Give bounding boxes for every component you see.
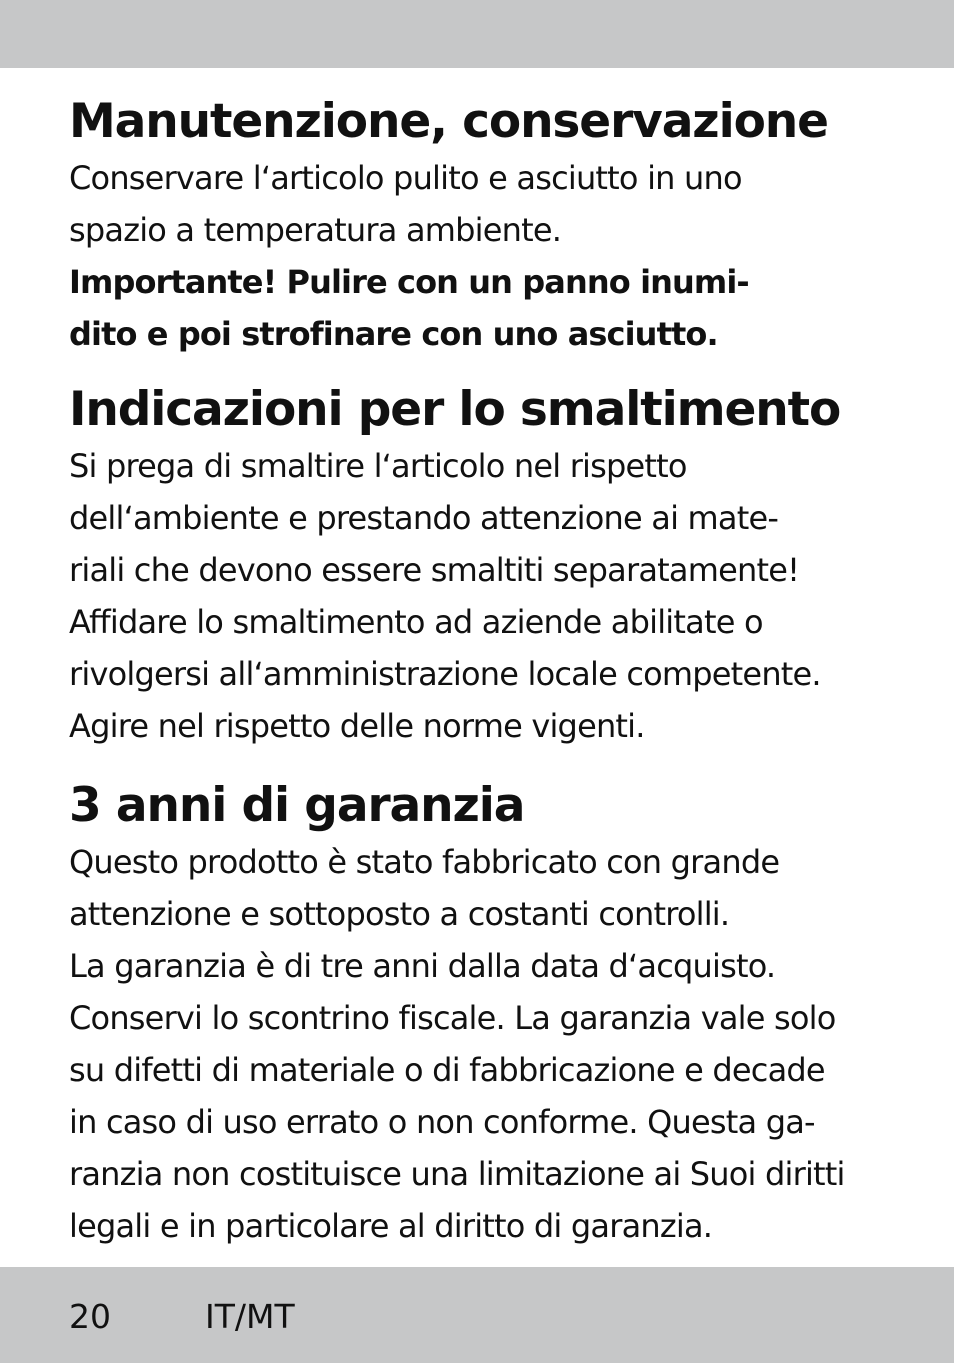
heading-warranty: 3 anni di garanzia [69,778,525,833]
warranty-text [69,836,899,1252]
text-line: dell‘ambiente e prestando attenzione ai mate- [69,499,779,537]
text-line: Conservare l‘articolo pulito e asciutto in uno [69,159,742,197]
text-line: Importante! Pulire con un panno inumi- [69,263,749,301]
maintenance-text [69,152,899,256]
heading-maintenance: Manutenzione, conservazione [69,94,828,149]
section-maintenance [69,92,899,360]
text-line: La garanzia è di tre anni dalla data d‘acquisto. [69,947,776,985]
page-number: 20 [69,1297,111,1336]
language-code: IT/MT [205,1297,295,1336]
text-line: rivolgersi all‘amministrazione locale competente. [69,655,821,693]
text-line: Agire nel rispetto delle norme vigenti. [69,707,645,745]
text-line: ranzia non costituisce una limitazione ai Suoi diritti [69,1155,845,1193]
text-line: Affidare lo smaltimento ad aziende abilitate o [69,603,763,641]
section-disposal [69,380,899,752]
maintenance-important-note [69,256,899,360]
heading-disposal: Indicazioni per lo smaltimento [69,382,841,437]
disposal-text [69,440,899,752]
text-line: attenzione e sottoposto a costanti controlli. [69,895,730,933]
text-line: Questo prodotto è stato fabbricato con grande [69,843,780,881]
text-line: legali e in particolare al diritto di garanzia. [69,1207,713,1245]
text-line: riali che devono essere smaltiti separatamente! [69,551,800,589]
footer-band [0,1267,954,1363]
section-warranty [69,776,899,1252]
page-content [69,92,899,1252]
text-line: Conservi lo scontrino fiscale. La garanzia vale solo [69,999,836,1037]
header-band [0,0,954,68]
text-line: dito e poi strofinare con uno asciutto. [69,315,718,353]
text-line: su difetti di materiale o di fabbricazione e decade [69,1051,825,1089]
text-line: in caso di uso errato o non conforme. Questa ga- [69,1103,815,1141]
text-line: spazio a temperatura ambiente. [69,211,562,249]
text-line: Si prega di smaltire l‘articolo nel rispetto [69,447,687,485]
